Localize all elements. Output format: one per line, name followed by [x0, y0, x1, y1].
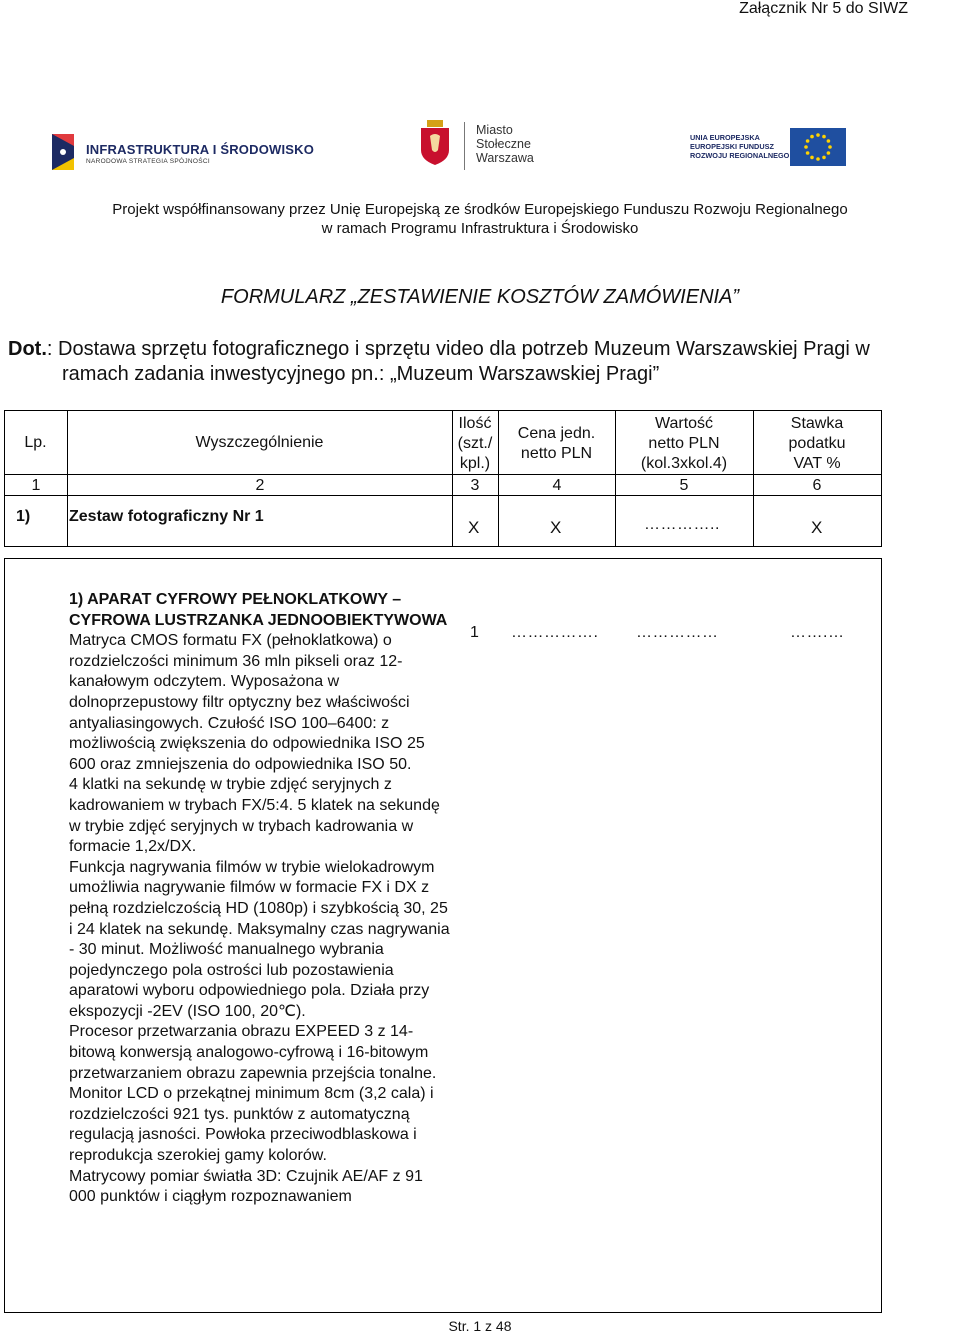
header-qty [452, 414, 498, 474]
item-qty: 1 [470, 624, 479, 641]
header-item: Wyszczególnienie [195, 434, 324, 451]
warsaw-line-2: Stołeczne [476, 137, 531, 151]
project-line-2: w ramach Programu Infrastruktura i Środowisko [321, 220, 639, 237]
infrastructure-flag-icon [50, 128, 78, 176]
warsaw-logo-text [476, 123, 534, 165]
header-qty-1: Ilość [458, 415, 492, 432]
header-vat-1: Stawka [790, 415, 844, 432]
infrastructure-logo-subtitle: NARODOWA STRATEGIA SPÓJNOŚCI [86, 158, 210, 165]
header-bottom-border [4, 474, 882, 475]
item-desc-paragraph-2: 4 klatki na sekundę w trybie zdjęć seryjnych z kadrowaniem w trybach FX/5:4. 5 klatek na sekundę w trybie zdjęć seryjnych w trybach kadrowania w formacie 1,2x/DX. [69, 776, 440, 856]
header-price [498, 424, 615, 464]
infrastructure-logo-title: INFRASTRUKTURA I ŚRODOWISKO [86, 142, 315, 157]
header-vat-3: VAT % [793, 455, 841, 472]
col-number-1: 1 [31, 477, 41, 494]
header-value-2: netto PLN [648, 435, 720, 452]
group-row-lp: 1) [16, 508, 31, 525]
form-title: FORMULARZ „ZESTAWIENIE KOSZTÓW ZAMÓWIENIA” [220, 286, 740, 308]
item-right-border [881, 558, 882, 1313]
eu-flag-icon [790, 128, 846, 166]
col-number-6: 6 [812, 477, 822, 494]
eu-line-2: EUROPEJSKI FUNDUSZ [690, 142, 774, 151]
header-vat-2: podatku [788, 435, 846, 452]
eu-line-3: ROZWOJU REGIONALNEGO [690, 151, 790, 160]
infrastructure-logo [50, 124, 315, 178]
warsaw-crest-icon [418, 120, 452, 166]
warsaw-line-3: Warszawa [476, 151, 534, 165]
item-desc-paragraph-3: Funkcja nagrywania filmów w trybie wielokadrowym umożliwia nagrywanie filmów w formacie FX i DX z pełną rozdzielczością HD (1080p) i szybkością 30, 25 i 24 klatek na sekundę. Maksymalny czas nagrywania - 30 minut. Możliwość manualnego wybrania pojedynczego pola ostrości lub pozostawienia aparatowi wyboru odpowiedniego pola. Działa przy ekspozycji -2EV (ISO 100, 20℃). [69, 858, 450, 1020]
item-value: …………… [636, 624, 719, 641]
header-qty-3: kpl.) [459, 455, 491, 472]
item-desc-paragraph-6: Matrycowy pomiar światła 3D: Czujnik AE/AF z 91 000 punktów i ciągłym rozpoznawaniem [69, 1167, 423, 1206]
eu-line-1: UNIA EUROPEJSKA [690, 133, 760, 142]
warsaw-line-1: Miasto [476, 123, 513, 137]
header-lp: Lp. [24, 434, 47, 451]
project-line-1: Projekt współfinansowany przez Unię Europejską ze środków Europejskiego Funduszu Rozwoju Regionalnego [112, 201, 848, 218]
subject-block [8, 337, 960, 387]
col-number-3: 3 [470, 477, 480, 494]
numbers-bottom-border [4, 495, 882, 496]
header-vat [753, 414, 881, 474]
item-vat: …….… [790, 624, 845, 641]
eu-logo [690, 124, 850, 170]
eu-logo-text [690, 133, 789, 160]
header-value-3: (kol.3xkol.4) [640, 455, 728, 472]
item-row-bottom-border [4, 1312, 882, 1313]
col-number-4: 4 [552, 477, 562, 494]
col-number-2: 2 [255, 477, 265, 494]
item-description [69, 590, 451, 1208]
item-top-border [4, 558, 882, 559]
table-left-border [4, 410, 5, 547]
page-number: Str. 1 z 48 [448, 1318, 512, 1334]
subject-label: Dot. [8, 338, 47, 360]
col-number-5: 5 [679, 477, 689, 494]
group-row-qty: X [468, 518, 480, 537]
col-divider-1 [67, 410, 68, 547]
header-value-1: Wartość [654, 415, 714, 432]
item-desc-paragraph-4: Procesor przetwarzania obrazu EXPEED 3 z 14-bitową konwersją analogowo-cyfrową i 16-bitowym przetwarzaniem obrazu zapewnia przejścia tonalne. [69, 1023, 437, 1082]
table-right-border [881, 410, 882, 547]
header-qty-2: (szt./ [457, 435, 493, 452]
group-row-bottom-border [4, 546, 882, 547]
header-price-2: netto PLN [520, 445, 593, 462]
subject-line-2: ramach zadania inwestycyjnego pn.: „Muzeum Warszawskiej Pragi” [62, 363, 660, 385]
item-desc-paragraph-5: Monitor LCD o przekątnej minimum 8cm (3,2 cala) i rozdzielczości 921 tys. punktów z automatyczną regulacją jasności. Powłoka przeciwodblaskowa i reprodukcja szerokiej gamy kolorów. [69, 1085, 434, 1165]
table-top-border [4, 410, 882, 411]
group-row-value: ………….. [644, 516, 720, 533]
item-desc-paragraph-1: Matryca CMOS formatu FX (pełnoklatkowa) o rozdzielczości minimum 36 mln pikseli oraz 12-kanałowym odczytem. Wyposażona w dolnoprzepustowy filtr optyczny bez właściwości antyaliasingowych. Czułość ISO 100–6400: z możliwością zwiększenia do odpowiednika ISO 25 600 oraz zmniejszenia do odpowiednika ISO 50. [69, 632, 425, 773]
header-price-1: Cena jedn. [517, 425, 596, 442]
item-title: 1) APARAT CYFROWY PEŁNOKLATKOWY – CYFROWA LUSTRZANKA JEDNOOBIEKTYWOWA [69, 591, 448, 629]
attachment-label: Załącznik Nr 5 do SIWZ [739, 0, 908, 17]
item-price: ……………. [511, 624, 599, 641]
subject-line-1: : Dostawa sprzętu fotograficznego i sprzętu video dla potrzeb Muzeum Warszawskiej Pragi w [46, 338, 870, 360]
group-row-price: X [550, 518, 562, 537]
group-row-name: Zestaw fotograficzny Nr 1 [69, 508, 264, 525]
item-left-border [4, 558, 5, 1313]
warsaw-logo [418, 120, 548, 172]
header-value [615, 414, 753, 474]
warsaw-logo-separator [464, 122, 465, 170]
group-row-vat: X [811, 518, 823, 537]
